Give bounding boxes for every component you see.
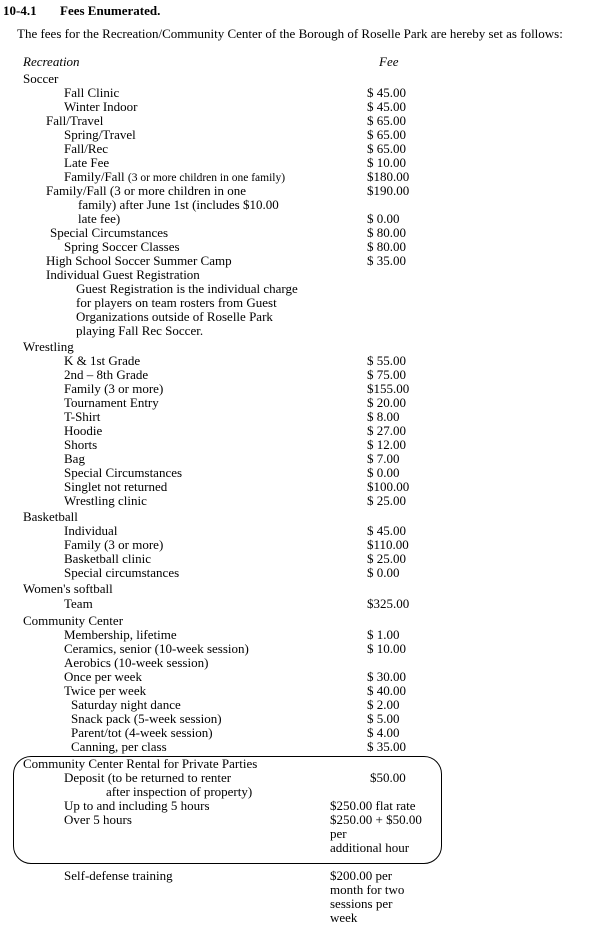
fee-value: $110.00 [367, 537, 409, 552]
family-fall-label: Family/Fall [64, 169, 125, 184]
fee-label: 2nd – 8th Grade [64, 367, 149, 382]
fee-header: Fee [379, 54, 399, 69]
fee-label: Fall/Travel [46, 113, 104, 128]
fee-value: $50.00 [370, 770, 406, 785]
fee-label: Canning, per class [71, 739, 167, 754]
fee-label: Snack pack (5-week session) [71, 711, 222, 726]
fee-label: Spring Soccer Classes [64, 239, 180, 254]
fee-label: Once per week [64, 669, 142, 684]
fee-label: Special Circumstances [64, 465, 183, 480]
fee-value: $ 0.00 [367, 211, 400, 226]
softball-heading: Women's softball [23, 581, 113, 596]
fee-label: Deposit (to be returned to renter [64, 770, 232, 785]
fee-label: Fall/Rec [64, 141, 109, 156]
guest-note: Organizations outside of Roselle Park [76, 309, 273, 324]
fee-label: Self-defense training [64, 868, 173, 883]
fee-label: Twice per week [64, 683, 147, 698]
fee-value: $ 2.00 [367, 697, 400, 712]
fee-value: $250.00 + $50.00 [330, 812, 422, 827]
fee-value: $200.00 per [330, 868, 393, 883]
fee-value: $ 40.00 [367, 683, 406, 698]
fee-value: $ 4.00 [367, 725, 400, 740]
fee-label: K & 1st Grade [64, 353, 141, 368]
guest-note: for players on team rosters from Guest [76, 295, 277, 310]
recreation-header: Recreation [23, 54, 80, 69]
fee-label: Bag [64, 451, 85, 466]
section-title: Fees Enumerated. [60, 3, 161, 18]
fee-value: $ 12.00 [367, 437, 406, 452]
fee-value: $ 25.00 [367, 551, 406, 566]
fee-value: $ 35.00 [367, 253, 406, 268]
fee-value: $ 65.00 [367, 141, 406, 156]
fee-value: $ 5.00 [367, 711, 400, 726]
fee-value: per [330, 826, 347, 841]
fee-label-continued: late fee) [78, 211, 121, 226]
fee-value: $ 8.00 [367, 409, 400, 424]
community-center-heading: Community Center [23, 613, 124, 628]
fee-value: $ 80.00 [367, 239, 406, 254]
fee-label: Ceramics, senior (10-week session) [64, 641, 249, 656]
fee-value: $ 45.00 [367, 99, 406, 114]
fee-label: Singlet not returned [64, 479, 168, 494]
soccer-heading: Soccer [23, 71, 59, 86]
fee-value: $ 45.00 [367, 523, 406, 538]
basketball-heading: Basketball [23, 509, 78, 524]
fee-value: month for two [330, 882, 405, 897]
fee-label: Spring/Travel [64, 127, 136, 142]
wrestling-heading: Wrestling [23, 339, 74, 354]
fee-label: Wrestling clinic [64, 493, 147, 508]
fee-value: $325.00 [367, 596, 410, 611]
fee-value: $ 35.00 [367, 739, 406, 754]
fee-value: additional hour [330, 840, 410, 855]
fee-label-continued: family) after June 1st (includes $10.00 [78, 197, 279, 212]
fee-value: $250.00 flat rate [330, 798, 416, 813]
fee-value: $ 10.00 [367, 155, 406, 170]
fee-value: $ 10.00 [367, 641, 406, 656]
fee-label: Shorts [64, 437, 98, 452]
rental-heading: Community Center Rental for Private Parties [23, 756, 258, 771]
fee-label: Aerobics (10-week session) [64, 655, 209, 670]
fee-label: Up to and including 5 hours [64, 798, 210, 813]
fee-value: $ 45.00 [367, 85, 406, 100]
fee-value: $190.00 [367, 183, 410, 198]
fee-label: Family (3 or more) [64, 381, 164, 396]
fee-label: Family (3 or more) [64, 537, 164, 552]
fee-value: $ 1.00 [367, 627, 400, 642]
fee-value: week [330, 910, 358, 925]
fee-label: Fall Clinic [64, 85, 120, 100]
fee-label: Individual Guest Registration [46, 267, 200, 282]
fee-label: Tournament Entry [64, 395, 159, 410]
fee-label: Winter Indoor [64, 99, 138, 114]
fee-value: $ 65.00 [367, 127, 406, 142]
fee-label: Special Circumstances [50, 225, 169, 240]
fee-label: Membership, lifetime [64, 627, 177, 642]
family-fall-note: (3 or more children in one family) [127, 172, 286, 184]
guest-note: playing Fall Rec Soccer. [76, 323, 204, 338]
fee-value: $180.00 [367, 169, 410, 184]
fee-label: High School Soccer Summer Camp [46, 253, 232, 268]
fee-label: Basketball clinic [64, 551, 152, 566]
fee-label: Over 5 hours [64, 812, 132, 827]
fee-value: $ 25.00 [367, 493, 406, 508]
fee-label: Individual [64, 523, 118, 538]
fee-value: $100.00 [367, 479, 410, 494]
fee-label: Parent/tot (4-week session) [71, 725, 213, 740]
intro-paragraph: The fees for the Recreation/Community Center of the Borough of Roselle Park are hereby set as follows: [17, 26, 563, 41]
fee-value: $ 7.00 [367, 451, 400, 466]
guest-note: Guest Registration is the individual charge [76, 281, 298, 296]
fee-label: Saturday night dance [71, 697, 181, 712]
fee-value: $ 0.00 [367, 465, 400, 480]
fee-value: $ 55.00 [367, 353, 406, 368]
fee-value: $ 80.00 [367, 225, 406, 240]
fee-value: $ 75.00 [367, 367, 406, 382]
fee-value: $ 20.00 [367, 395, 406, 410]
fee-label-continued: after inspection of property) [106, 784, 253, 799]
fee-label: Team [64, 596, 93, 611]
fee-value: $ 27.00 [367, 423, 406, 438]
fee-label: Special circumstances [64, 565, 180, 580]
fee-value: $ 30.00 [367, 669, 406, 684]
fee-label: Late Fee [64, 155, 110, 170]
fee-value: $ 65.00 [367, 113, 406, 128]
fee-label: Hoodie [64, 423, 103, 438]
fee-value: sessions per [330, 896, 393, 911]
section-number: 10-4.1 [3, 3, 37, 18]
fee-label: T-Shirt [64, 409, 101, 424]
fee-label: Family/Fall (3 or more children in one [46, 183, 247, 198]
fee-value: $ 0.00 [367, 565, 400, 580]
fee-value: $155.00 [367, 381, 410, 396]
